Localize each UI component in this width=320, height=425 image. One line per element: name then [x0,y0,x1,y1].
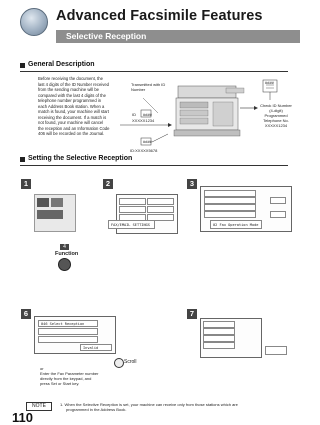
fax-tag-2: #### [143,139,152,144]
telephone-value: XXXXX1234 [264,123,288,128]
setting-heading: Setting the Selective Reception [28,155,133,162]
step-1-badge: 1 [21,179,31,189]
check-id-label: Check ID Number [260,103,292,108]
lcd-value-box[interactable] [80,344,112,351]
ok-button[interactable] [265,346,287,355]
lcd-menu-button[interactable] [147,198,174,205]
programmed-label: Programmed [264,113,288,118]
function-key[interactable] [58,258,71,271]
function-key-label: Function [55,251,79,257]
fax-tag: #### [143,112,152,117]
id-value: XXXXX1234 [132,118,155,123]
id-label: ID [132,112,136,117]
panel-key [37,210,63,219]
scroll-label: Scroll [124,359,137,365]
alt-instruction-1: Enter the Fax Parameter number [40,371,99,376]
lcd-menu-button[interactable] [147,206,174,213]
lcd-list-row[interactable] [204,211,256,218]
transmitted-label: Transmitted with ID Number [131,82,166,92]
fax-email-settings-button[interactable] [108,220,155,229]
lcd-menu-button[interactable] [119,198,146,205]
scroll-key[interactable] [114,358,124,368]
lcd-list-row[interactable] [38,336,98,343]
or-text: or [40,366,44,371]
general-description-heading: General Description [28,61,95,68]
section-bullet [20,157,25,162]
fax-tag-3: #### [265,80,274,85]
panel-key [51,198,63,207]
general-description-text: Before receiving the document, the last 4 digits of the ID Number received from the sending machine will be compared with the last 4 digits of the telephone number programmed in each Address Book station. When a match is found, your machine will start receiving the document. If a match is not found, your machine will cancel the reception and an Information Code 406 will be recorded on the Journal. [38,76,110,136]
id-bottom: ID:XXXXX5678 [130,148,158,153]
fax-features-icon [20,8,48,36]
page-subtitle: Selective Reception [66,30,147,41]
select-reception-row[interactable] [38,320,98,327]
check-id-digits: (4-digit) [269,108,283,113]
section-bullet [20,63,25,68]
lcd-list-row[interactable] [204,190,256,197]
select-reception-value: Invalid [83,345,99,350]
step-3-badge: 3 [187,179,197,189]
check-id-box [256,103,296,128]
fax-email-settings-label: FAX/EMAIL SETTINGS [111,222,150,227]
lcd-side-button[interactable] [270,211,286,218]
step-7-badge: 7 [187,309,197,319]
lcd-list-row[interactable] [38,328,98,335]
section-rule [20,71,288,72]
step-2-badge: 2 [103,179,113,189]
select-reception-title: 046 Select Reception [41,321,85,326]
alt-instruction-2: directly from the keypad, and [40,376,92,381]
lcd-side-button[interactable] [270,197,286,204]
section-rule [20,165,288,166]
lcd-list-row[interactable] [203,335,235,342]
step-6-badge: 6 [21,309,31,319]
page-title: Advanced Facsimile Features [56,8,263,24]
note-line-1: 1. When the Selective Reception is set, your machine can receive only from those stations which are [60,402,238,407]
note-line-2: programmed in the Address Book. [66,407,127,412]
lcd-list-row[interactable] [204,197,256,204]
telephone-label: Telephone No. [263,118,289,123]
note-label: NOTE [26,402,52,411]
lcd-list-row[interactable] [204,204,256,211]
lcd-list-row[interactable] [203,321,235,328]
fax-operation-mode-button[interactable] [210,220,262,229]
lcd-list-row[interactable] [203,342,235,349]
fax-operation-mode-label: 02 Fax Operation Mode [213,222,259,227]
function-key-number: 4 [60,244,69,250]
alt-instruction-3: press Set or Start key. [40,381,80,386]
lcd-menu-button[interactable] [119,206,146,213]
panel-key [37,198,49,207]
page-number: 110 [12,410,33,425]
lcd-list-row[interactable] [203,328,235,335]
